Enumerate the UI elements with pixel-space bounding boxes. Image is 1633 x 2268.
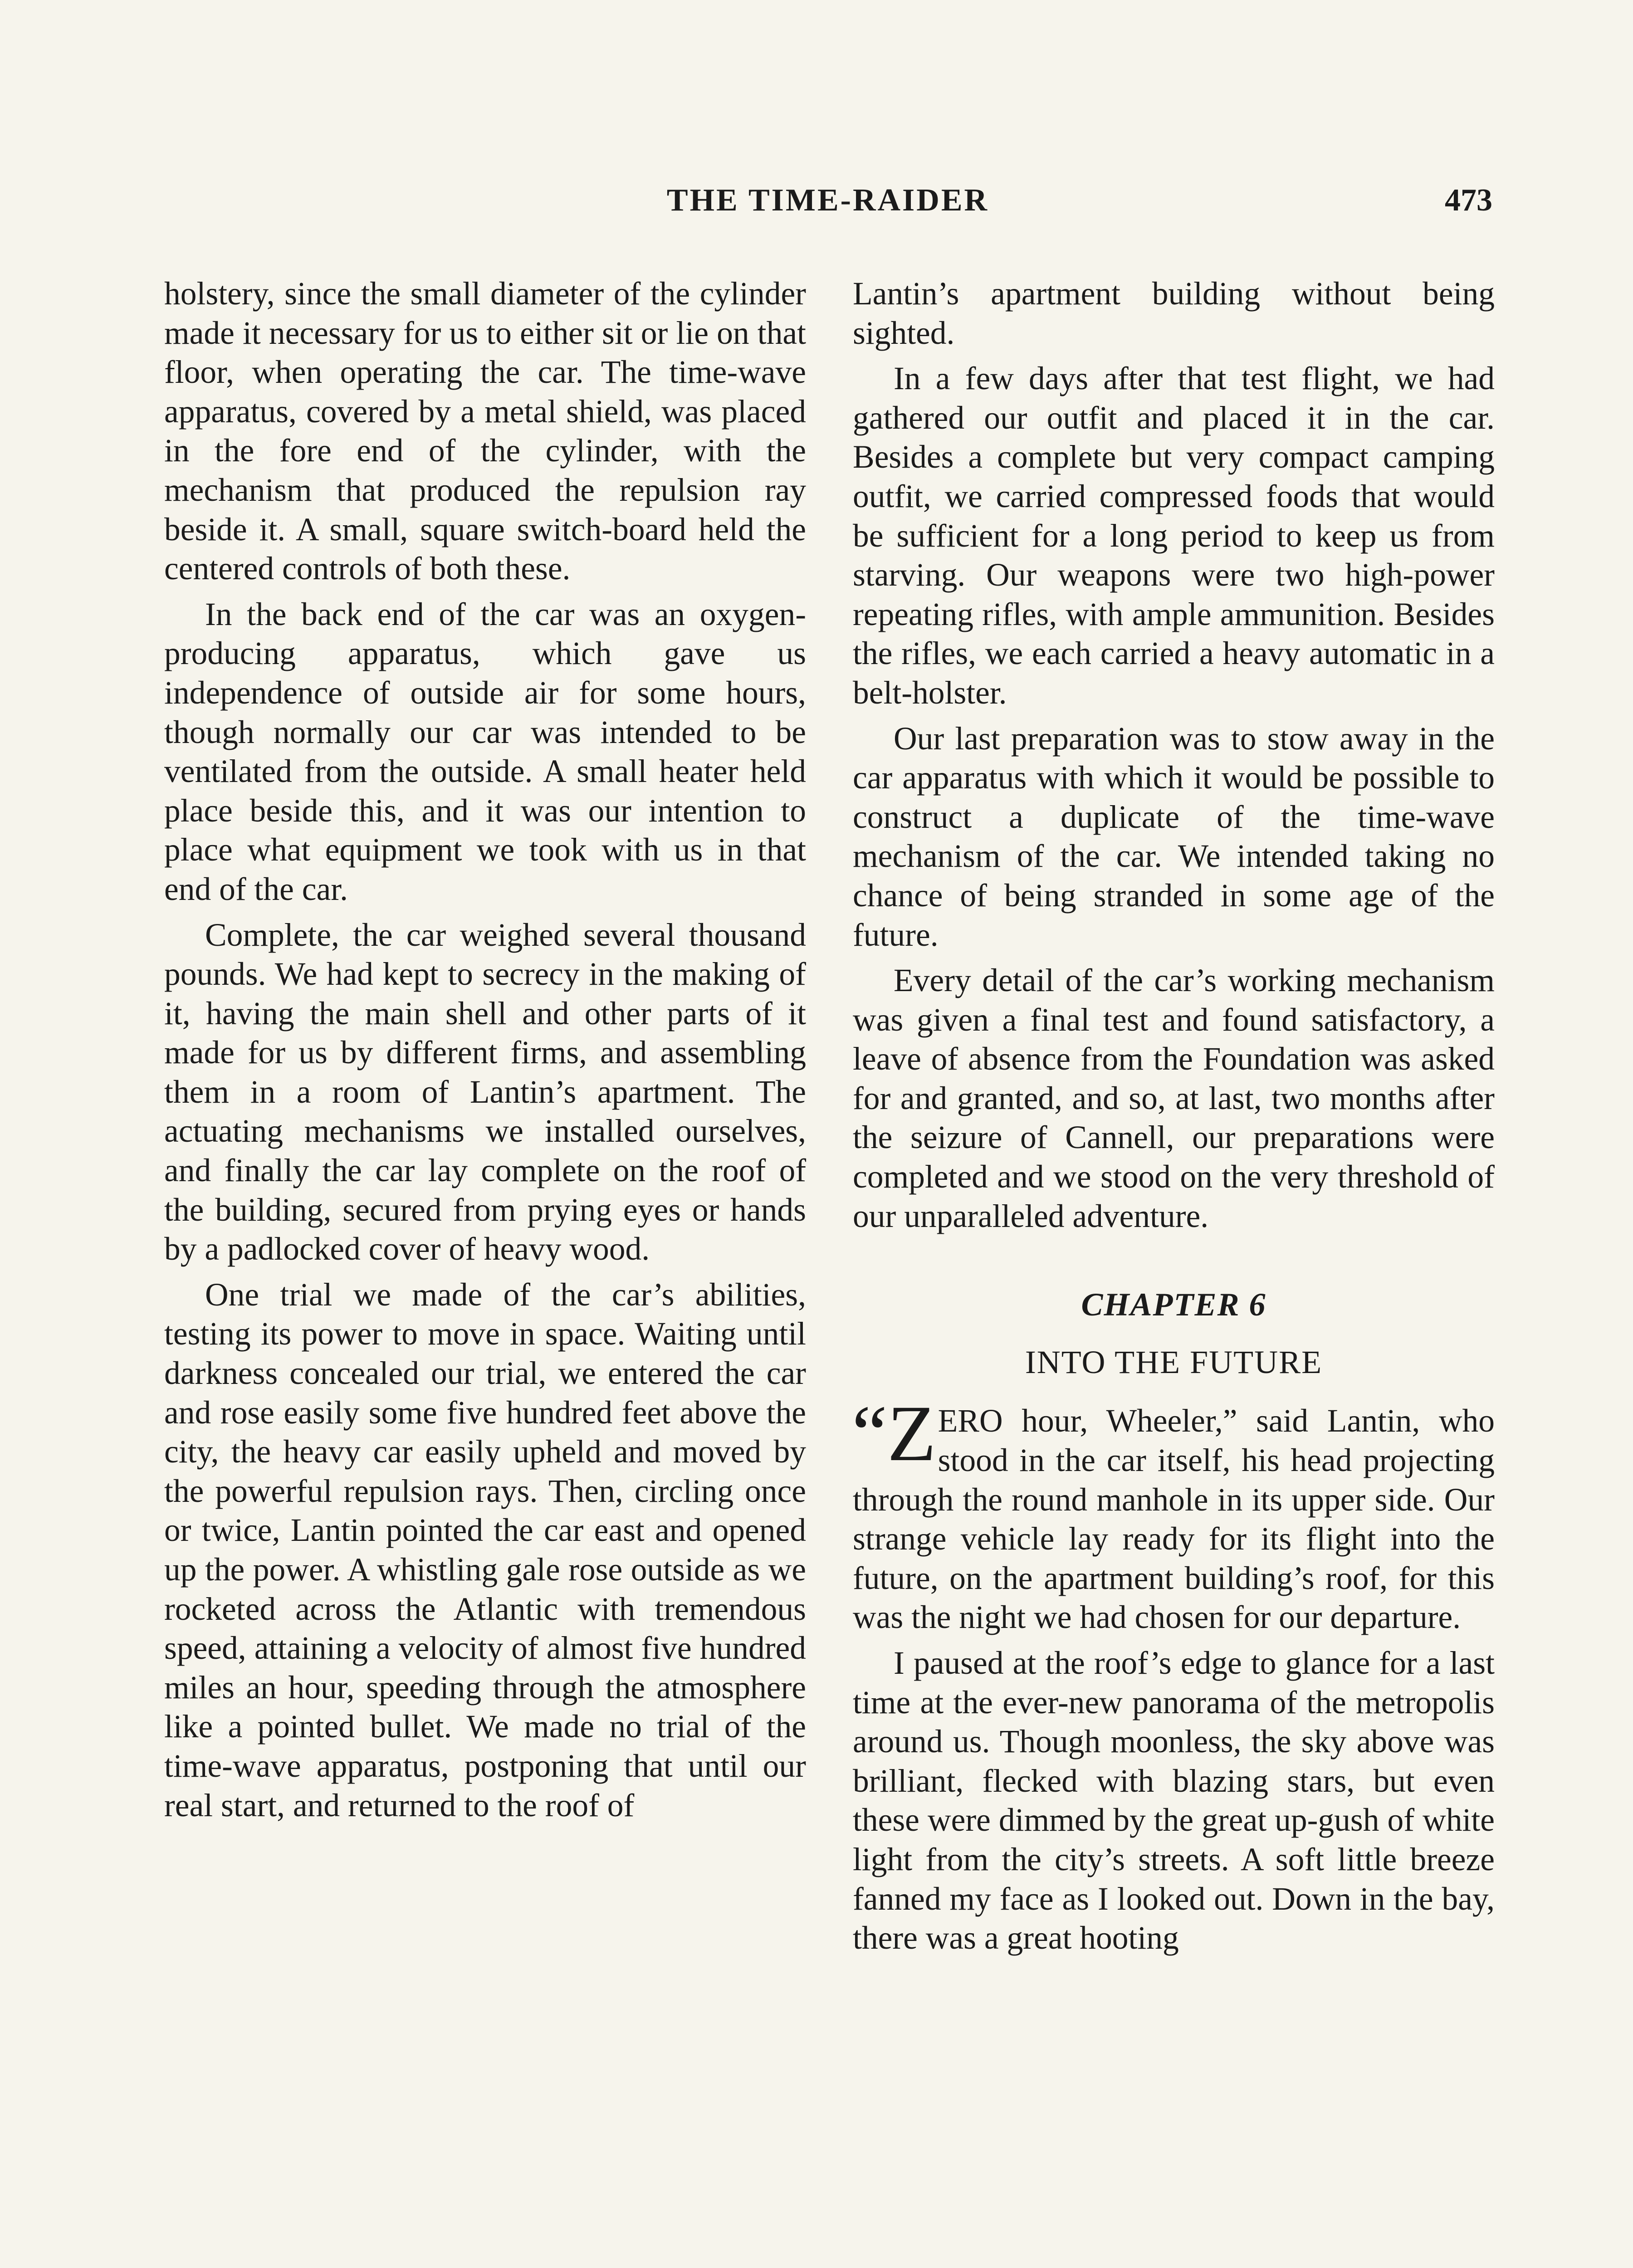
chapter-opening-paragraph (852, 1389, 1495, 1637)
paragraph: Complete, the car weighed several thousand pounds. We had kept to secrecy in the making of it, having the main shell and other parts of it made for us by different firms, and assembling them in a room of Lantin’s apartment. The actuating mechanisms we installed ourselves, and finally the car lay complete on the roof of the building, secured from prying eyes or hands by a padlocked cover of heavy wood. (164, 917, 806, 1267)
page-number: 473 (1445, 183, 1492, 218)
right-column (853, 274, 1495, 1958)
paragraph: holstery, since the small diameter of the cylinder made it necessary for us to either sit or lie on that floor, when operating the car. The time-wave apparatus, covered by a metal shield, was placed in the fore end of the cylinder, with the mechanism that produced the repulsion ray beside it. A small, square switch-board held the centered controls of both these. (164, 276, 806, 587)
paragraph-text: ERO hour, Wheeler,” said Lantin, who stood in the car itself, his head projecting through the round manhole in its upper side. Our strange vehicle lay ready for its flight into the future, on the apartment building’s roof, for this was the night we had chosen for our departure. (853, 1403, 1495, 1636)
chapter-title: INTO THE FUTURE (1025, 1344, 1323, 1380)
paragraph: Our last preparation was to stow away in the car apparatus with which it would be possible to construct a duplicate of the time-wave mechanism of the car. We intended taking no chance of being stranded in some age of the future. (853, 720, 1495, 953)
paragraph: I paused at the roof’s edge to glance for a last time at the ever-new panorama of the metropolis around us. Though moonless, the sky above was brilliant, flecked with blazing stars, but even these were dimmed by the great up-gush of white light from the city’s streets. A soft little breeze fanned my face as I looked out. Down in the bay, there was a great hooting (853, 1645, 1495, 1956)
paragraph: Every detail of the car’s working mechanism was given a final test and found satisfactory, a leave of absence from the Foundation was asked for and granted, and so, at last, two months after the seizure of Cannell, our preparations were completed and we stood on the very threshold of our unparalleled adventure. (853, 963, 1495, 1234)
running-head (163, 182, 1492, 223)
paragraph: In a few days after that test flight, we had gathered our outfit and placed it in the car. Besides a complete but very compact camping outfit, we carried compressed foods that would be sufficient for a long period to keep us from starving. Our weapons were two high-power repeating rifles, with ample ammunition. Besides the rifles, we each carried a heavy automatic in a belt-holster. (853, 361, 1495, 711)
running-title: THE TIME-RAIDER (666, 183, 989, 218)
paragraph: In the back end of the car was an oxygen-producing apparatus, which gave us independence of outside air for some hours, though normally our car was intended to be ventilated from the outside. A small heater held place beside this, and it was our intention to place what equipment we took with us in that end of the car. (164, 596, 806, 907)
left-column (164, 274, 806, 1825)
paragraph: Lantin’s apartment building without being sighted. (853, 276, 1495, 351)
drop-cap: “Z (852, 1389, 936, 1478)
chapter-label: CHAPTER 6 (1081, 1286, 1266, 1323)
paragraph: One trial we made of the car’s abilities, testing its power to move in space. Waiting until darkness concealed our trial, we entered the car and rose easily some five hundred feet above the city, the heavy car easily upheld and moved by the powerful repulsion rays. Then, circling once or twice, Lantin pointed the car east and opened up the power. A whistling gale rose outside as we rocketed across the Atlantic with tremendous speed, attaining a velocity of almost five hundred miles an hour, speeding through the atmosphere like a pointed bullet. We made no trial of the time-wave apparatus, postponing that until our real start, and returned to the roof of (164, 1276, 806, 1823)
